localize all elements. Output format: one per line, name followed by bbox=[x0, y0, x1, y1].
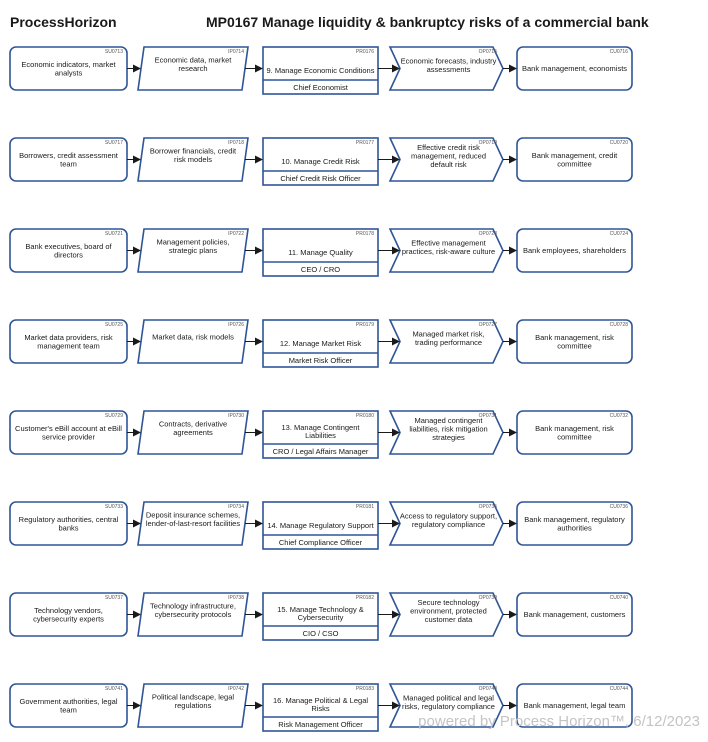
customer-node bbox=[517, 229, 632, 272]
output-code: OP0727 bbox=[478, 322, 497, 328]
process-owner: Risk Management Officer bbox=[278, 720, 363, 729]
customer-code: CU0724 bbox=[609, 231, 628, 237]
customer-node bbox=[517, 502, 632, 545]
process-code: PR0176 bbox=[355, 49, 374, 55]
input-label: Deposit insurance schemes, bbox=[145, 510, 241, 520]
input-node bbox=[138, 320, 248, 363]
supplier-label: team bbox=[60, 159, 77, 169]
process-code: PR0179 bbox=[355, 322, 374, 328]
input-node bbox=[138, 47, 248, 90]
process-code: PR0177 bbox=[355, 140, 374, 146]
output-code: OP0723 bbox=[478, 231, 497, 237]
customer-code: CU0740 bbox=[609, 595, 628, 601]
process-label: 13. Manage Contingent bbox=[281, 423, 360, 432]
customer-node bbox=[517, 320, 632, 363]
customer-label: Bank management, risk bbox=[535, 332, 614, 342]
process-label: 10. Manage Credit Risk bbox=[281, 157, 360, 166]
output-label: default risk bbox=[430, 160, 467, 170]
supplier-label: cybersecurity experts bbox=[33, 614, 104, 624]
supplier-label: team bbox=[60, 705, 77, 715]
process-owner: Chief Economist bbox=[293, 83, 348, 92]
process-owner: Chief Credit Risk Officer bbox=[280, 174, 361, 183]
output-label: Managed market risk, bbox=[412, 329, 485, 339]
process-owner: CRO / Legal Affairs Manager bbox=[272, 447, 369, 456]
process-row bbox=[10, 411, 632, 458]
output-label: strategies bbox=[432, 433, 465, 443]
input-code: IP0738 bbox=[228, 595, 244, 601]
output-node bbox=[390, 502, 503, 545]
output-code: OP0719 bbox=[478, 140, 497, 146]
supplier-label: Customer's eBill account at eBill bbox=[15, 423, 122, 433]
output-code: OP0715 bbox=[478, 49, 497, 55]
supplier-node bbox=[10, 684, 127, 727]
customer-label: committee bbox=[557, 341, 592, 351]
input-label: agreements bbox=[173, 427, 213, 437]
customer-code: CU0728 bbox=[609, 322, 628, 328]
process-code: PR0178 bbox=[355, 231, 374, 237]
process-label: 14. Manage Regulatory Support bbox=[267, 521, 374, 530]
customer-label: Bank management, customers bbox=[523, 610, 626, 620]
process-label: 16. Manage Political & Legal bbox=[272, 696, 369, 705]
input-node bbox=[138, 411, 248, 454]
input-code: IP0726 bbox=[228, 322, 244, 328]
input-code: IP0742 bbox=[228, 686, 244, 692]
output-label: trading performance bbox=[414, 337, 483, 347]
output-label: Managed political and legal bbox=[403, 693, 494, 703]
process-code: PR0181 bbox=[355, 504, 374, 510]
input-node bbox=[138, 684, 248, 727]
process-node bbox=[263, 138, 378, 185]
output-code: OP0739 bbox=[478, 595, 497, 601]
output-label: assessments bbox=[426, 64, 471, 74]
process-owner: CIO / CSO bbox=[302, 629, 339, 638]
customer-label: Bank employees, shareholders bbox=[523, 246, 626, 256]
output-label: Managed contingent bbox=[414, 416, 483, 426]
supplier-node bbox=[10, 138, 127, 181]
input-node bbox=[138, 502, 248, 545]
input-label: risk models bbox=[174, 154, 212, 164]
output-label: practices, risk-aware culture bbox=[401, 246, 496, 256]
process-node bbox=[263, 229, 378, 276]
process-node bbox=[263, 502, 378, 549]
output-node bbox=[390, 593, 503, 636]
supplier-label: management team bbox=[37, 341, 100, 351]
input-label: Economic data, market bbox=[154, 55, 232, 65]
input-node bbox=[138, 138, 248, 181]
process-label: 9. Manage Economic Conditions bbox=[266, 66, 375, 75]
customer-label: Bank management, risk bbox=[535, 423, 614, 433]
input-label: Technology infrastructure, bbox=[150, 601, 236, 611]
input-code: IP0722 bbox=[228, 231, 244, 237]
output-code: OP0743 bbox=[478, 686, 497, 692]
process-node bbox=[263, 47, 378, 94]
customer-label: Bank management, credit bbox=[531, 150, 618, 160]
input-label: regulations bbox=[174, 700, 212, 710]
output-node bbox=[390, 47, 503, 90]
supplier-node bbox=[10, 320, 127, 363]
customer-label: authorities bbox=[557, 523, 592, 533]
supplier-code: SU0721 bbox=[104, 231, 123, 237]
supplier-code: SU0741 bbox=[104, 686, 123, 692]
process-code: PR0183 bbox=[355, 686, 374, 692]
supplier-code: SU0729 bbox=[104, 413, 123, 419]
footer-credit: powered by Process Horizon™, 6/12/2023 bbox=[418, 713, 700, 730]
output-code: OP0735 bbox=[478, 504, 497, 510]
process-label: Liabilities bbox=[305, 431, 336, 440]
supplier-label: Technology vendors, bbox=[34, 605, 103, 615]
brand-name: ProcessHorizon bbox=[10, 14, 117, 30]
output-code: OP0731 bbox=[478, 413, 497, 419]
input-node bbox=[138, 593, 248, 636]
process-row bbox=[10, 138, 632, 185]
process-owner: Market Risk Officer bbox=[288, 356, 353, 365]
input-code: IP0730 bbox=[228, 413, 244, 419]
output-node bbox=[390, 411, 503, 454]
output-label: management, reduced bbox=[410, 151, 487, 161]
output-node bbox=[390, 229, 503, 272]
supplier-node bbox=[10, 593, 127, 636]
process-row bbox=[10, 320, 632, 367]
input-code: IP0714 bbox=[228, 49, 244, 55]
customer-node bbox=[517, 593, 632, 636]
process-row bbox=[10, 593, 632, 640]
output-label: liabilities, risk mitigation bbox=[409, 424, 488, 434]
customer-code: CU0736 bbox=[609, 504, 628, 510]
process-label: 15. Manage Technology & bbox=[277, 605, 364, 614]
output-node bbox=[390, 320, 503, 363]
input-code: IP0734 bbox=[228, 504, 244, 510]
input-label: research bbox=[178, 63, 208, 73]
customer-code: CU0744 bbox=[609, 686, 628, 692]
process-owner: Chief Compliance Officer bbox=[278, 538, 363, 547]
supplier-label: Market data providers, risk bbox=[24, 332, 113, 342]
customer-label: Bank management, economists bbox=[521, 64, 628, 74]
supplier-node bbox=[10, 411, 127, 454]
supplier-label: Government authorities, legal bbox=[19, 696, 118, 706]
process-node bbox=[263, 411, 378, 458]
supplier-label: Bank executives, board of bbox=[25, 241, 112, 251]
customer-label: Bank management, regulatory bbox=[524, 514, 625, 524]
process-label: Risks bbox=[311, 704, 330, 713]
input-label: lender-of-last-resort facilities bbox=[145, 518, 241, 528]
supplier-label: Borrowers, credit assessment bbox=[19, 150, 118, 160]
supplier-label: banks bbox=[58, 523, 79, 533]
input-label: Borrower financials, credit bbox=[149, 146, 237, 156]
output-label: risks, regulatory compliance bbox=[402, 701, 495, 711]
output-node bbox=[390, 138, 503, 181]
customer-node bbox=[517, 138, 632, 181]
customer-label: committee bbox=[557, 432, 592, 442]
customer-node bbox=[517, 411, 632, 454]
input-label: cybersecurity protocols bbox=[154, 609, 232, 619]
process-code: PR0180 bbox=[355, 413, 374, 419]
process-row bbox=[10, 502, 632, 549]
output-label: Effective management bbox=[411, 238, 486, 248]
supplier-node bbox=[10, 502, 127, 545]
input-label: Political landscape, legal bbox=[151, 692, 235, 702]
supplier-code: SU0737 bbox=[104, 595, 123, 601]
output-label: customer data bbox=[424, 615, 473, 625]
supplier-code: SU0733 bbox=[104, 504, 123, 510]
process-row bbox=[10, 229, 632, 276]
process-label: Cybersecurity bbox=[297, 613, 344, 622]
customer-label: committee bbox=[557, 159, 592, 169]
customer-label: Bank management, legal team bbox=[523, 701, 626, 711]
process-code: PR0182 bbox=[355, 595, 374, 601]
process-owner: CEO / CRO bbox=[300, 265, 341, 274]
process-node bbox=[263, 684, 378, 731]
output-label: Secure technology bbox=[417, 598, 480, 608]
process-node bbox=[263, 320, 378, 367]
input-label: Management policies, bbox=[156, 237, 230, 247]
input-label: strategic plans bbox=[168, 245, 218, 255]
output-label: Economic forecasts, industry bbox=[400, 56, 497, 66]
supplier-code: SU0713 bbox=[104, 49, 123, 55]
process-node bbox=[263, 593, 378, 640]
process-label: 11. Manage Quality bbox=[288, 248, 353, 257]
page-title: MP0167 Manage liquidity & bankruptcy risks of a commercial bank bbox=[206, 14, 649, 30]
output-label: Access to regulatory support, bbox=[399, 511, 498, 521]
supplier-label: directors bbox=[54, 250, 83, 260]
input-code: IP0718 bbox=[228, 140, 244, 146]
supplier-label: analysts bbox=[54, 68, 83, 78]
supplier-code: SU0725 bbox=[104, 322, 123, 328]
supplier-node bbox=[10, 47, 127, 90]
customer-code: CU0720 bbox=[609, 140, 628, 146]
customer-node bbox=[517, 47, 632, 90]
supplier-code: SU0717 bbox=[104, 140, 123, 146]
output-label: environment, protected bbox=[410, 606, 487, 616]
supplier-label: Economic indicators, market bbox=[21, 59, 116, 69]
input-label: Market data, risk models bbox=[152, 332, 234, 342]
process-label: 12. Manage Market Risk bbox=[279, 339, 362, 348]
output-label: Effective credit risk bbox=[417, 143, 480, 153]
customer-code: CU0716 bbox=[609, 49, 628, 55]
input-node bbox=[138, 229, 248, 272]
supplier-label: service provider bbox=[42, 432, 95, 442]
process-row bbox=[10, 47, 632, 94]
output-label: regulatory compliance bbox=[411, 519, 486, 529]
supplier-label: Regulatory authorities, central bbox=[18, 514, 119, 524]
supplier-node bbox=[10, 229, 127, 272]
input-label: Contracts, derivative bbox=[158, 419, 228, 429]
customer-code: CU0732 bbox=[609, 413, 628, 419]
